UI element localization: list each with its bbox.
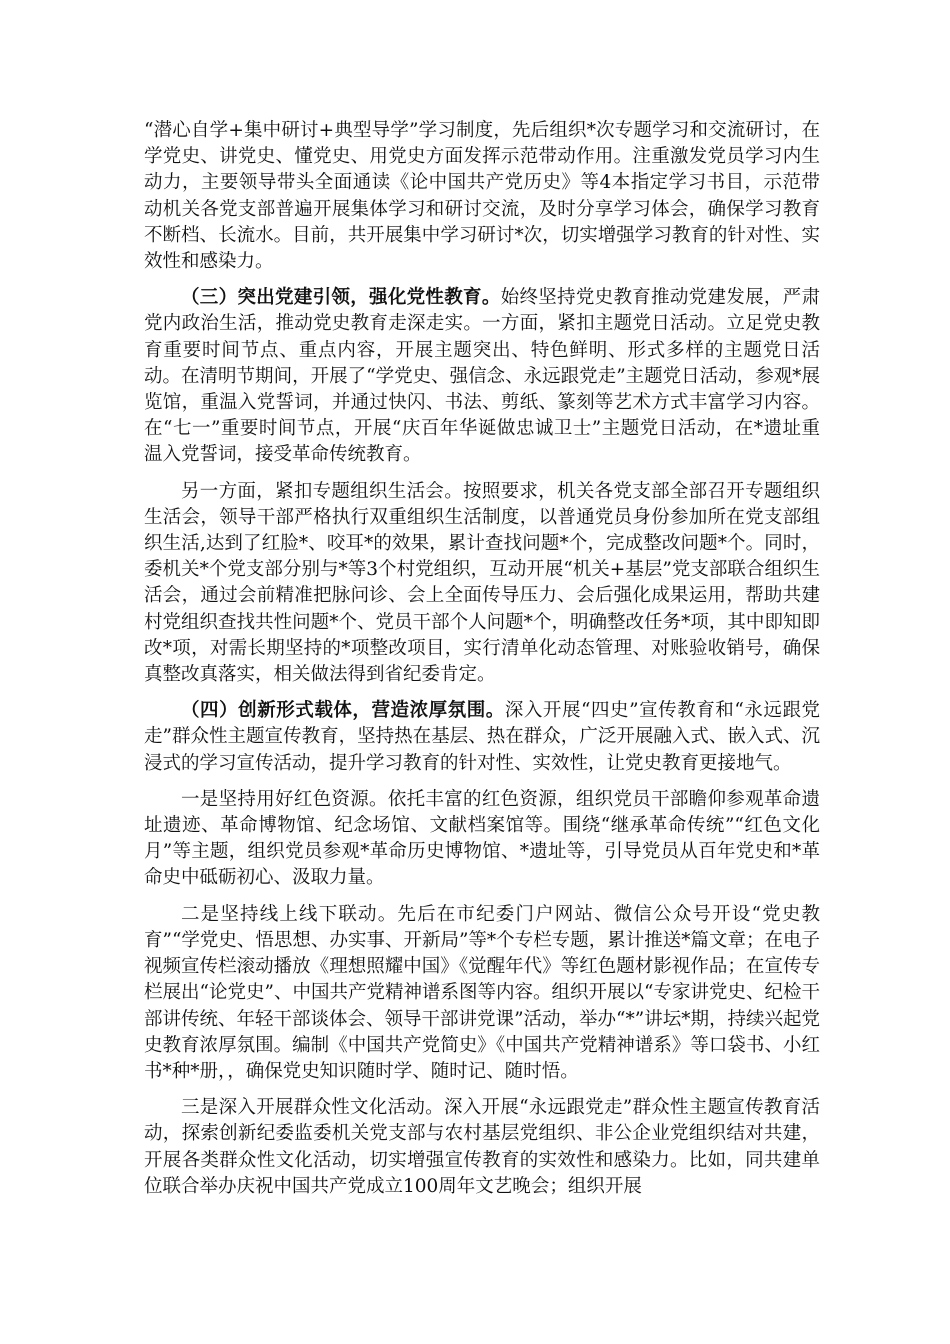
paragraph-text: 一是坚持用好红色资源。依托丰富的红色资源，组织党员干部瞻仰参观革命遗址遗迹、革命博物馆、纪念场馆、文献档案馆等。围绕“继承革命传统”“红色文化月”等主题，组织党员参观*革命历史博物馆、*遗址等，引导党员从百年党史和*革命史中砥砺初心、汲取力量。 xyxy=(144,788,820,889)
paragraph-text: 三是深入开展群众性文化活动。深入开展“永远跟党走”群众性主题宣传教育活动，探索创新纪委监委机关党支部与农村基层党组织、非公企业党组织结对共建，开展各类群众性文化活动，切实增强宣传教育的实效性和感染力。比如，同共建单位联合举办庆祝中国共产党成立100周年文艺晚会；组织开展 xyxy=(144,1097,820,1197)
paragraph-organization-life xyxy=(144,479,820,689)
paragraph-text: 二是坚持线上线下联动。先后在市纪委门户网站、微信公众号开设“党史教育”“学党史、悟思想、办实事、开新局”等*个专栏专题，累计推送*篇文章；在电子视频宣传栏滚动播放《理想照耀中国》《觉醒年代》等红色题材影视作品；在宣传专栏展出“论党史”、中国共产党精神谱系图等内容。组织开展以“专家讲党史、纪检干部讲传统、年轻干部谈体会、领导干部讲党课”活动，举办“*”讲坛*期，持续兴起党史教育浓厚氛围。编制《中国共产党简史》《中国共产党精神谱系》等口袋书、小红书*种*册，，确保党史知识随时学、随时记、随时悟。 xyxy=(144,903,820,1082)
paragraph-text: 始终坚持党史教育推动党建发展，严肃党内政治生活，推动党史教育走深走实。一方面，紧扣主题党日活动。立足党史教育重要时间节点、重点内容，开展主题突出、特色鲜明、形式多样的主题党日活动。在清明节期间，开展了“学党史、强信念、永远跟党走”主题党日活动，参观*展览馆，重温入党誓词，并通过快闪、书法、剪纸、篆刻等艺术方式丰富学习内容。在“七一”重要时间节点，开展“庆百年华诞做忠诚卫士”主题党日活动，在*遗址重温入党誓词，接受革命传统教育。 xyxy=(144,287,820,466)
paragraph-text: 深入开展“四史”宣传教育和“永远跟党走”群众性主题宣传教育，坚持热在基层、热在群众，广泛开展融入式、嵌入式、沉浸式的学习宣传活动，提升学习教育的针对性、实效性，让党史教育更接地气。 xyxy=(144,700,820,774)
paragraph-section-3 xyxy=(144,285,820,468)
document-page xyxy=(144,118,820,1210)
paragraph-online-offline xyxy=(144,902,820,1085)
paragraph-study-system xyxy=(144,118,820,275)
paragraph-text: 另一方面，紧扣专题组织生活会。按照要求，机关各党支部全部召开专题组织生活会，领导干部严格执行双重组织生活制度，以普通党员身份参加所在党支部组织生活,达到了红脸*、咬耳*的效果，累计查找问题*个，完成整改问题*个。同时，委机关*个党支部分别与*等3个村党组织，互动开展“机关+基层”党支部联合组织生活会，通过会前精准把脉问诊、会上全面传导压力、会后强化成果运用，帮助共建村党组织查找共性问题*个、党员干部个人问题*个，明确整改任务*项，其中即知即改*项，对需长期坚持的*项整改项目，实行清单化动态管理、对账验收销号，确保真整改真落实，相关做法得到省纪委肯定。 xyxy=(144,480,820,686)
section-heading: （三）突出党建引领，强化党性教育。 xyxy=(181,287,501,309)
paragraph-cultural-activities xyxy=(144,1095,820,1200)
section-heading: （四）创新形式载体，营造浓厚氛围。 xyxy=(181,700,505,722)
paragraph-text: “潜心自学+集中研讨+典型导学”学习制度，先后组织*次专题学习和交流研讨，在学党史、讲党史、懂党史、用党史方面发挥示范带动作用。注重激发党员学习内生动力，主要领导带头全面通读《论中国共产党历史》等4本指定学习书目，示范带动机关各党支部普遍开展集体学习和研讨交流，及时分享学习体会，确保学习教育不断档、长流水。目前，共开展集中学习研讨*次，切实增强学习教育的针对性、实效性和感染力。 xyxy=(144,120,820,273)
paragraph-red-resources xyxy=(144,787,820,892)
paragraph-section-4 xyxy=(144,698,820,777)
